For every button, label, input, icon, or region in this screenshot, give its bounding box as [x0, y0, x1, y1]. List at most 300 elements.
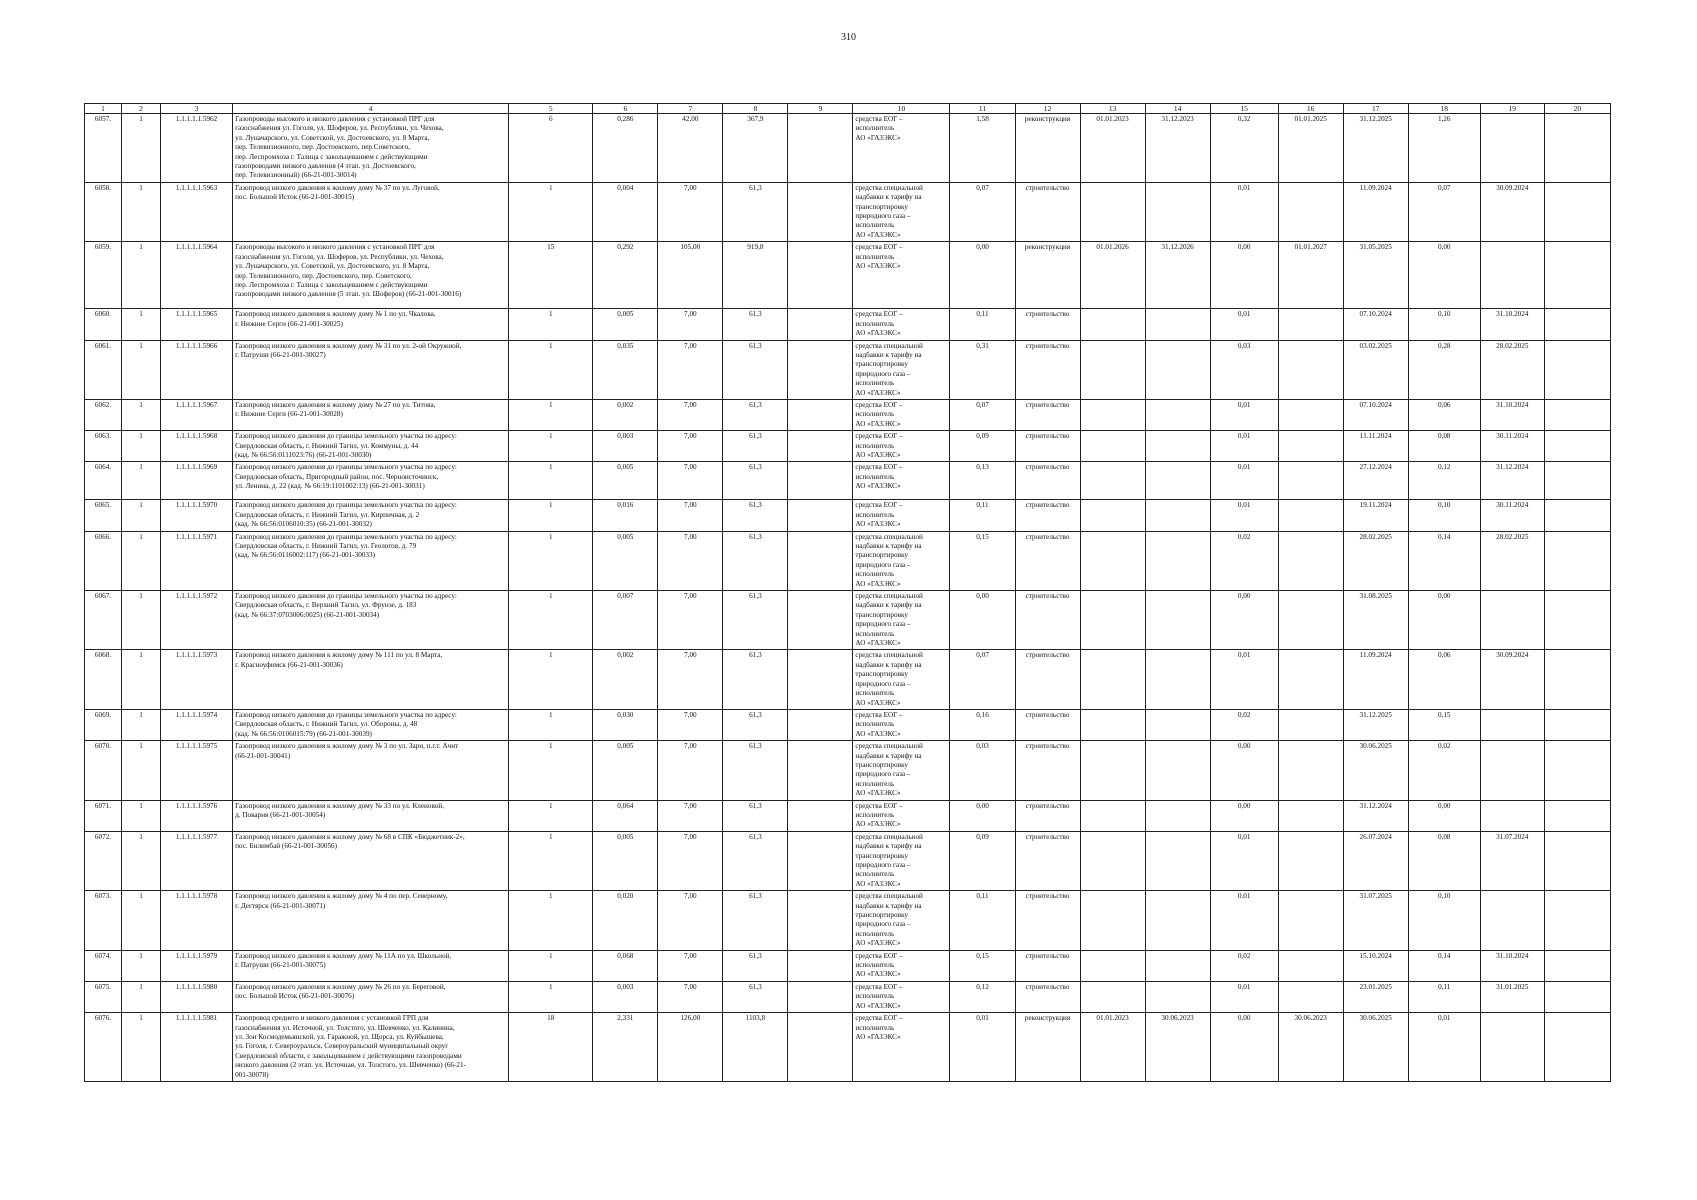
- col7-value: 7,00: [658, 340, 723, 399]
- object-description: Газопровод низкого давления до границы земельного участка по адресу: Свердловская область, г. Нижний Тагил, ул. Геологов, д. 79 (кад. № 66:56:0116002:117) (66-21-001-30033): [233, 531, 509, 590]
- col8-value: 1103,8: [723, 1013, 788, 1082]
- col15-value: 0,00: [1210, 1013, 1278, 1082]
- col17-date: 23.01.2025: [1343, 981, 1408, 1012]
- col13-date: [1080, 591, 1145, 650]
- row-number: 6074.: [85, 950, 122, 981]
- col11-value: 0,09: [950, 431, 1015, 462]
- col9-value: [788, 891, 853, 950]
- column-header-4: 4: [233, 104, 509, 114]
- header-row: [85, 104, 1611, 114]
- col5-value: 1: [509, 531, 593, 590]
- object-description: Газопровод среднего и низкого давления с установкой ГРП для газоснабжения ул. Источной, ул. Толстого, ул. Шевченко, ул. Калинина, ул. Зои Космодемьянской, ул. Гаражной, ул. Щорса, ул. Куйбышева, ул. Гоголя, г. Североуральск, Североуральский муниципальный округ Свердловской области, с закольцеванием с действующими газопроводами низкого давления (2 этап. ул. Источная, ул. Толстого, ул. Шевченко) (66-21- 001-30078): [233, 1013, 509, 1082]
- table-row: [85, 981, 1611, 1012]
- col16-date: [1278, 399, 1343, 430]
- col6-value: 0,004: [593, 182, 658, 241]
- column-header-18: 18: [1408, 104, 1480, 114]
- col16-date: 30.06.2023: [1278, 1013, 1343, 1082]
- col8-value: 919,8: [723, 242, 788, 309]
- col6-value: 0,005: [593, 531, 658, 590]
- table-row: [85, 650, 1611, 709]
- row-number: 6070.: [85, 741, 122, 800]
- col15-value: 0,01: [1210, 462, 1278, 500]
- col11-value: 0,12: [950, 981, 1015, 1012]
- col9-value: [788, 242, 853, 309]
- object-code: 1.1.1.1.1.5974: [161, 709, 233, 740]
- col8-value: 61,3: [723, 800, 788, 831]
- col8-value: 61,3: [723, 340, 788, 399]
- col9-value: [788, 709, 853, 740]
- col14-date: [1145, 709, 1210, 740]
- col9-value: [788, 309, 853, 340]
- row-number: 6068.: [85, 650, 122, 709]
- table-row: [85, 741, 1611, 800]
- col9-value: [788, 114, 853, 183]
- object-description: Газопровод низкого давления к жилому дому № 11А по ул. Школьной, г. Патруши (66-21-001-30075): [233, 950, 509, 981]
- col16-date: [1278, 431, 1343, 462]
- col20-value: [1544, 741, 1610, 800]
- financing-source: средства ЕОГ – исполнитель АО «ГАЗЭКС»: [853, 114, 950, 183]
- table-row: [85, 309, 1611, 340]
- col9-value: [788, 431, 853, 462]
- row-number: 6071.: [85, 800, 122, 831]
- col5-value: 1: [509, 831, 593, 890]
- col5-value: 1: [509, 650, 593, 709]
- col11-value: 0,15: [950, 950, 1015, 981]
- object-code: 1.1.1.1.1.5976: [161, 800, 233, 831]
- col18-value: 0,14: [1408, 531, 1480, 590]
- object-code: 1.1.1.1.1.5972: [161, 591, 233, 650]
- col14-date: [1145, 591, 1210, 650]
- col16-date: 01.01.2027: [1278, 242, 1343, 309]
- col20-value: [1544, 591, 1610, 650]
- col20-value: [1544, 309, 1610, 340]
- financing-source: средства специальной надбавки к тарифу на транспортировку природного газа – исполнитель АО «ГАЗЭКС»: [853, 650, 950, 709]
- col17-date: 31.12.2025: [1343, 709, 1408, 740]
- col14-date: 31.12.2023: [1145, 114, 1210, 183]
- col16-date: [1278, 500, 1343, 531]
- col6-value: 0,068: [593, 950, 658, 981]
- work-type: строительство: [1015, 709, 1080, 740]
- col18-value: 0,02: [1408, 741, 1480, 800]
- row-number: 6063.: [85, 431, 122, 462]
- col19-date: 30.09.2024: [1480, 650, 1544, 709]
- col8-value: 61,3: [723, 531, 788, 590]
- col5-value: 1: [509, 431, 593, 462]
- col18-value: 0,14: [1408, 950, 1480, 981]
- col20-value: [1544, 709, 1610, 740]
- col8-value: 61,3: [723, 309, 788, 340]
- work-type: строительство: [1015, 340, 1080, 399]
- work-type: строительство: [1015, 531, 1080, 590]
- col6-value: 0,016: [593, 500, 658, 531]
- object-description: Газопровод низкого давления к жилому дому № 31 по ул. 2-ой Окружной, г. Патруши (66-21-001-30027): [233, 340, 509, 399]
- col2-value: 1: [122, 800, 161, 831]
- object-code: 1.1.1.1.1.5963: [161, 182, 233, 241]
- financing-source: средства специальной надбавки к тарифу на транспортировку природного газа – исполнитель АО «ГАЗЭКС»: [853, 741, 950, 800]
- col5-value: 1: [509, 981, 593, 1012]
- col7-value: 42,00: [658, 114, 723, 183]
- col13-date: [1080, 431, 1145, 462]
- column-header-3: 3: [161, 104, 233, 114]
- financing-source: средства специальной надбавки к тарифу на транспортировку природного газа – исполнитель АО «ГАЗЭКС»: [853, 340, 950, 399]
- col17-date: 27.12.2024: [1343, 462, 1408, 500]
- col15-value: 0,32: [1210, 114, 1278, 183]
- col15-value: 0,00: [1210, 800, 1278, 831]
- object-code: 1.1.1.1.1.5970: [161, 500, 233, 531]
- col2-value: 1: [122, 182, 161, 241]
- table-row: [85, 114, 1611, 183]
- col20-value: [1544, 399, 1610, 430]
- work-type: строительство: [1015, 891, 1080, 950]
- col2-value: 1: [122, 399, 161, 430]
- col9-value: [788, 340, 853, 399]
- object-code: 1.1.1.1.1.5971: [161, 531, 233, 590]
- col16-date: 01.01.2025: [1278, 114, 1343, 183]
- row-number: 6062.: [85, 399, 122, 430]
- col20-value: [1544, 531, 1610, 590]
- col5-value: 1: [509, 709, 593, 740]
- row-number: 6057.: [85, 114, 122, 183]
- col7-value: 7,00: [658, 709, 723, 740]
- col9-value: [788, 950, 853, 981]
- work-type: строительство: [1015, 800, 1080, 831]
- table-row: [85, 242, 1611, 309]
- financing-source: средства ЕОГ – исполнитель АО «ГАЗЭКС»: [853, 431, 950, 462]
- col5-value: 1: [509, 891, 593, 950]
- col19-date: [1480, 1013, 1544, 1082]
- col20-value: [1544, 182, 1610, 241]
- col11-value: 0,11: [950, 891, 1015, 950]
- col6-value: 0,030: [593, 709, 658, 740]
- work-type: строительство: [1015, 431, 1080, 462]
- col17-date: 26.07.2024: [1343, 831, 1408, 890]
- col2-value: 1: [122, 242, 161, 309]
- col18-value: 0,12: [1408, 462, 1480, 500]
- col8-value: 61,3: [723, 709, 788, 740]
- col15-value: 0,02: [1210, 950, 1278, 981]
- col15-value: 0,01: [1210, 431, 1278, 462]
- object-description: Газопроводы высокого и низкого давления с установкой ПРГ для газоснабжения ул. Гоголя, ул. Шоферов, ул. Республики, ул. Чехова, ул. Луначарского, ул. Советской, ул. Достоевского, ул. 8 Марта, пер. Телевизионного, пер. Достоевского, пер. Советского, пер. Леспромхоза г. Талица с закольцеванием с действующими газопроводами низкого давления (5 этап. ул. Шоферов) (66-21-001-30016): [233, 242, 509, 309]
- col9-value: [788, 591, 853, 650]
- col7-value: 7,00: [658, 399, 723, 430]
- col9-value: [788, 800, 853, 831]
- col8-value: 61,3: [723, 741, 788, 800]
- financing-source: средства ЕОГ – исполнитель АО «ГАЗЭКС»: [853, 462, 950, 500]
- row-number: 6069.: [85, 709, 122, 740]
- table-row: [85, 709, 1611, 740]
- col18-value: 0,28: [1408, 340, 1480, 399]
- col14-date: [1145, 462, 1210, 500]
- column-header-20: 20: [1544, 104, 1610, 114]
- col13-date: [1080, 709, 1145, 740]
- financing-source: средства специальной надбавки к тарифу на транспортировку природного газа – исполнитель АО «ГАЗЭКС»: [853, 891, 950, 950]
- col16-date: [1278, 950, 1343, 981]
- financing-source: средства ЕОГ – исполнитель АО «ГАЗЭКС»: [853, 800, 950, 831]
- col11-value: 0,16: [950, 709, 1015, 740]
- col17-date: 31.08.2025: [1343, 591, 1408, 650]
- object-description: Газопровод низкого давления к жилому дому № 3 по ул. Зари, п.г.т. Ачит (66-21-001-30041): [233, 741, 509, 800]
- col11-value: 0,00: [950, 591, 1015, 650]
- row-number: 6073.: [85, 891, 122, 950]
- col2-value: 1: [122, 591, 161, 650]
- row-number: 6060.: [85, 309, 122, 340]
- row-number: 6075.: [85, 981, 122, 1012]
- col18-value: 0,00: [1408, 591, 1480, 650]
- col5-value: 1: [509, 462, 593, 500]
- financing-source: средства ЕОГ – исполнитель АО «ГАЗЭКС»: [853, 709, 950, 740]
- col15-value: 0,01: [1210, 831, 1278, 890]
- col2-value: 1: [122, 462, 161, 500]
- table-row: [85, 831, 1611, 890]
- col5-value: 6: [509, 114, 593, 183]
- col16-date: [1278, 831, 1343, 890]
- col17-date: 31.12.2024: [1343, 800, 1408, 831]
- object-description: Газопровод низкого давления до границы земельного участка по адресу: Свердловская область, г. Верхний Тагил, ул. Фрунзе, д. 183 (кад. № 66:37:0703006:0025) (66-21-001-30034): [233, 591, 509, 650]
- col16-date: [1278, 309, 1343, 340]
- col11-value: 0,09: [950, 831, 1015, 890]
- object-description: Газопроводы высокого и низкого давления с установкой ПРГ для газоснабжения ул. Гоголя, ул. Шоферов, ул. Республики, ул. Чехова, ул. Луначарского, ул. Советской, ул. Достоевского, ул. 8 Марта, пер. Телевизионного, пер. Достоевского, пер.Советского, пер. Леспромхоза г. Талица с закольцеванием с действующими газопроводами низкого давления (4 этап. ул. Достоевского, пер. Телевизионный) (66-21-001-30014): [233, 114, 509, 183]
- col14-date: [1145, 340, 1210, 399]
- col15-value: 0,02: [1210, 709, 1278, 740]
- column-header-6: 6: [593, 104, 658, 114]
- col16-date: [1278, 531, 1343, 590]
- col2-value: 1: [122, 709, 161, 740]
- col6-value: 0,035: [593, 340, 658, 399]
- object-description: Газопровод низкого давления к жилому дому № 33 по ул. Кленовой, д. Поварня (66-21-001-30054): [233, 800, 509, 831]
- col19-date: 31.10.2024: [1480, 309, 1544, 340]
- col6-value: 0,002: [593, 399, 658, 430]
- col20-value: [1544, 431, 1610, 462]
- col2-value: 1: [122, 831, 161, 890]
- col15-value: 0,01: [1210, 182, 1278, 241]
- col2-value: 1: [122, 500, 161, 531]
- col8-value: 61,3: [723, 981, 788, 1012]
- table-row: [85, 500, 1611, 531]
- work-type: реконструкция: [1015, 242, 1080, 309]
- col14-date: [1145, 309, 1210, 340]
- col7-value: 7,00: [658, 431, 723, 462]
- object-code: 1.1.1.1.1.5962: [161, 114, 233, 183]
- row-number: 6061.: [85, 340, 122, 399]
- table-body: [85, 114, 1611, 1082]
- col19-date: [1480, 741, 1544, 800]
- table-row: [85, 950, 1611, 981]
- row-number: 6065.: [85, 500, 122, 531]
- column-header-11: 11: [950, 104, 1015, 114]
- col13-date: [1080, 800, 1145, 831]
- col9-value: [788, 650, 853, 709]
- col13-date: [1080, 650, 1145, 709]
- col16-date: [1278, 650, 1343, 709]
- col7-value: 7,00: [658, 462, 723, 500]
- object-code: 1.1.1.1.1.5981: [161, 1013, 233, 1082]
- col13-date: [1080, 950, 1145, 981]
- col15-value: 0,01: [1210, 981, 1278, 1012]
- col13-date: [1080, 500, 1145, 531]
- col13-date: [1080, 891, 1145, 950]
- col7-value: 7,00: [658, 591, 723, 650]
- object-code: 1.1.1.1.1.5967: [161, 399, 233, 430]
- col14-date: 31.12.2026: [1145, 242, 1210, 309]
- col20-value: [1544, 831, 1610, 890]
- col17-date: 11.09.2024: [1343, 650, 1408, 709]
- table-row: [85, 591, 1611, 650]
- col6-value: 0,064: [593, 800, 658, 831]
- col13-date: 01.01.2023: [1080, 1013, 1145, 1082]
- object-description: Газопровод низкого давления к жилому дому № 1 по ул. Чкалова, г. Нижние Серги (66-21-001-30025): [233, 309, 509, 340]
- col7-value: 7,00: [658, 741, 723, 800]
- col20-value: [1544, 340, 1610, 399]
- col5-value: 1: [509, 182, 593, 241]
- col19-date: [1480, 114, 1544, 183]
- work-type: строительство: [1015, 950, 1080, 981]
- col19-date: 31.12.2024: [1480, 462, 1544, 500]
- column-header-5: 5: [509, 104, 593, 114]
- work-type: строительство: [1015, 741, 1080, 800]
- col14-date: [1145, 500, 1210, 531]
- col20-value: [1544, 800, 1610, 831]
- object-code: 1.1.1.1.1.5975: [161, 741, 233, 800]
- col8-value: 61,3: [723, 431, 788, 462]
- object-description: Газопровод низкого давления до границы земельного участка по адресу: Свердловская область, г. Нижний Тагил, ул. Кирпичная, д. 2 (кад. № 66:56:0106010:35) (66-21-001-30032): [233, 500, 509, 531]
- object-code: 1.1.1.1.1.5978: [161, 891, 233, 950]
- col6-value: 2,331: [593, 1013, 658, 1082]
- col7-value: 7,00: [658, 950, 723, 981]
- col17-date: 19.11.2024: [1343, 500, 1408, 531]
- col6-value: 0,005: [593, 741, 658, 800]
- col7-value: 7,00: [658, 182, 723, 241]
- col2-value: 1: [122, 1013, 161, 1082]
- col20-value: [1544, 242, 1610, 309]
- financing-source: средства ЕОГ – исполнитель АО «ГАЗЭКС»: [853, 242, 950, 309]
- object-description: Газопровод низкого давления к жилому дому № 111 по ул. 8 Марта, г. Красноуфимск (66-21-001-30036): [233, 650, 509, 709]
- col8-value: 61,3: [723, 182, 788, 241]
- col20-value: [1544, 981, 1610, 1012]
- object-description: Газопровод низкого давления до границы земельного участка по адресу: Свердловская область, Пригородный район, пос. Черноисточинск, ул. Ленина, д. 22 (кад. № 66:19:1101002:13) (66-21-001-30031): [233, 462, 509, 500]
- table-row: [85, 800, 1611, 831]
- financing-source: средства специальной надбавки к тарифу на транспортировку природного газа – исполнитель АО «ГАЗЭКС»: [853, 831, 950, 890]
- table-row: [85, 399, 1611, 430]
- col18-value: 0,15: [1408, 709, 1480, 740]
- col6-value: 0,020: [593, 891, 658, 950]
- object-code: 1.1.1.1.1.5979: [161, 950, 233, 981]
- col14-date: [1145, 831, 1210, 890]
- object-code: 1.1.1.1.1.5969: [161, 462, 233, 500]
- col14-date: [1145, 950, 1210, 981]
- col7-value: 105,00: [658, 242, 723, 309]
- column-header-9: 9: [788, 104, 853, 114]
- col15-value: 0,00: [1210, 242, 1278, 309]
- object-description: Газопровод низкого давления к жилому дому № 26 по ул. Береговой, пос. Большой Исток (66-21-001-30076): [233, 981, 509, 1012]
- col18-value: 0,10: [1408, 309, 1480, 340]
- object-code: 1.1.1.1.1.5973: [161, 650, 233, 709]
- col15-value: 0,01: [1210, 309, 1278, 340]
- col9-value: [788, 500, 853, 531]
- col13-date: [1080, 309, 1145, 340]
- col19-date: 30.11.2024: [1480, 431, 1544, 462]
- col18-value: 0,00: [1408, 242, 1480, 309]
- col11-value: 0,00: [950, 800, 1015, 831]
- object-description: Газопровод низкого давления до границы земельного участка по адресу: Свердловская область, г. Нижний Тагил, ул. Обороны, д. 48 (кад. № 66:56:0106015:79) (66-21-001-30039): [233, 709, 509, 740]
- financing-source: средства ЕОГ – исполнитель АО «ГАЗЭКС»: [853, 981, 950, 1012]
- col13-date: 01.01.2026: [1080, 242, 1145, 309]
- col11-value: 0,11: [950, 500, 1015, 531]
- col19-date: [1480, 709, 1544, 740]
- column-header-15: 15: [1210, 104, 1278, 114]
- col7-value: 7,00: [658, 831, 723, 890]
- col11-value: 0,31: [950, 340, 1015, 399]
- col19-date: 30.09.2024: [1480, 182, 1544, 241]
- table-row: [85, 340, 1611, 399]
- col11-value: 0,07: [950, 182, 1015, 241]
- col17-date: 31.12.2025: [1343, 114, 1408, 183]
- col19-date: 31.07.2024: [1480, 831, 1544, 890]
- col13-date: [1080, 462, 1145, 500]
- col20-value: [1544, 950, 1610, 981]
- object-description: Газопровод низкого давления к жилому дому № 4 по пер. Северному, г. Дегтярск (66-21-001-30071): [233, 891, 509, 950]
- col14-date: [1145, 531, 1210, 590]
- col7-value: 7,00: [658, 309, 723, 340]
- col13-date: [1080, 531, 1145, 590]
- col19-date: [1480, 800, 1544, 831]
- col8-value: 61,3: [723, 591, 788, 650]
- col16-date: [1278, 182, 1343, 241]
- financing-source: средства специальной надбавки к тарифу на транспортировку природного газа – исполнитель АО «ГАЗЭКС»: [853, 182, 950, 241]
- column-header-7: 7: [658, 104, 723, 114]
- col11-value: 1,58: [950, 114, 1015, 183]
- work-type: строительство: [1015, 591, 1080, 650]
- col20-value: [1544, 650, 1610, 709]
- col7-value: 7,00: [658, 891, 723, 950]
- col17-date: 07.10.2024: [1343, 399, 1408, 430]
- col6-value: 0,005: [593, 462, 658, 500]
- col14-date: [1145, 182, 1210, 241]
- col11-value: 0,07: [950, 650, 1015, 709]
- table-row: [85, 182, 1611, 241]
- col5-value: 18: [509, 1013, 593, 1082]
- col6-value: 0,007: [593, 591, 658, 650]
- col5-value: 1: [509, 399, 593, 430]
- table-row: [85, 431, 1611, 462]
- col13-date: 01.01.2023: [1080, 114, 1145, 183]
- column-header-14: 14: [1145, 104, 1210, 114]
- col18-value: 0,06: [1408, 650, 1480, 709]
- column-header-10: 10: [853, 104, 950, 114]
- col8-value: 61,3: [723, 891, 788, 950]
- work-type: строительство: [1015, 399, 1080, 430]
- col8-value: 61,3: [723, 650, 788, 709]
- col2-value: 1: [122, 981, 161, 1012]
- col7-value: 126,00: [658, 1013, 723, 1082]
- col5-value: 1: [509, 500, 593, 531]
- col9-value: [788, 1013, 853, 1082]
- col2-value: 1: [122, 531, 161, 590]
- col16-date: [1278, 891, 1343, 950]
- col19-date: 28.02.2025: [1480, 531, 1544, 590]
- row-number: 6059.: [85, 242, 122, 309]
- work-type: реконструкция: [1015, 1013, 1080, 1082]
- work-type: строительство: [1015, 309, 1080, 340]
- table-row: [85, 1013, 1611, 1082]
- col18-value: 0,08: [1408, 831, 1480, 890]
- col17-date: 15.10.2024: [1343, 950, 1408, 981]
- col19-date: [1480, 891, 1544, 950]
- financing-source: средства ЕОГ – исполнитель АО «ГАЗЭКС»: [853, 500, 950, 531]
- col19-date: [1480, 591, 1544, 650]
- object-description: Газопровод низкого давления к жилому дому № 37 по ул. Луговой, пос. Большой Исток (66-21-001-30015): [233, 182, 509, 241]
- col17-date: 31.05.2025: [1343, 242, 1408, 309]
- col7-value: 7,00: [658, 650, 723, 709]
